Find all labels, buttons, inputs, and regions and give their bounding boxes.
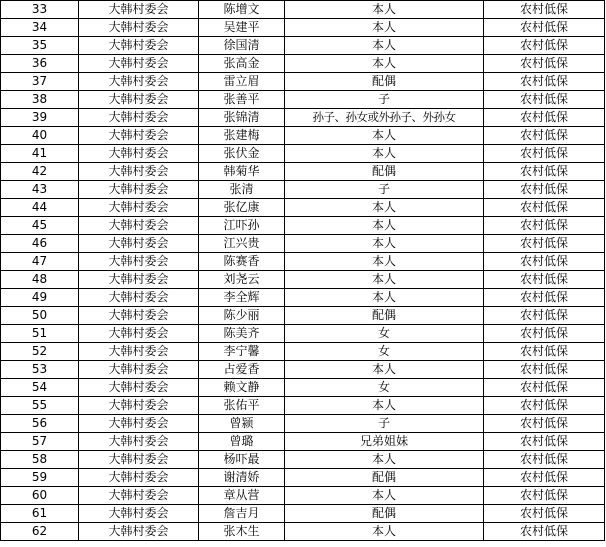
row-number-cell: 39 — [1, 109, 79, 127]
table-row — [1, 469, 605, 487]
name-cell: 张建梅 — [199, 127, 285, 145]
relation-cell: 本人 — [285, 217, 484, 235]
table-row — [1, 523, 605, 541]
relation-cell: 配偶 — [285, 505, 484, 523]
table-row — [1, 361, 605, 379]
relation-cell: 配偶 — [285, 307, 484, 325]
row-number-cell: 42 — [1, 163, 79, 181]
table-row — [1, 163, 605, 181]
relation-cell: 配偶 — [285, 469, 484, 487]
assistance-type-cell: 农村低保 — [484, 397, 605, 415]
table-row — [1, 487, 605, 505]
name-cell: 张佑平 — [199, 397, 285, 415]
table-row — [1, 91, 605, 109]
row-number-cell: 56 — [1, 415, 79, 433]
table-row — [1, 505, 605, 523]
assistance-type-cell: 农村低保 — [484, 73, 605, 91]
village-cell: 大韩村委会 — [79, 397, 199, 415]
row-number-cell: 46 — [1, 235, 79, 253]
assistance-type-cell: 农村低保 — [484, 379, 605, 397]
relation-cell: 本人 — [285, 289, 484, 307]
row-number-cell: 44 — [1, 199, 79, 217]
assistance-type-cell: 农村低保 — [484, 523, 605, 541]
assistance-type-cell: 农村低保 — [484, 163, 605, 181]
assistance-type-cell: 农村低保 — [484, 469, 605, 487]
roster-table-body — [1, 1, 605, 541]
name-cell: 张锦清 — [199, 109, 285, 127]
assistance-type-cell: 农村低保 — [484, 271, 605, 289]
row-number-cell: 50 — [1, 307, 79, 325]
village-cell: 大韩村委会 — [79, 451, 199, 469]
name-cell: 章从营 — [199, 487, 285, 505]
row-number-cell: 62 — [1, 523, 79, 541]
assistance-type-cell: 农村低保 — [484, 487, 605, 505]
table-row — [1, 127, 605, 145]
row-number-cell: 37 — [1, 73, 79, 91]
assistance-type-cell: 农村低保 — [484, 19, 605, 37]
relation-cell: 女 — [285, 379, 484, 397]
village-cell: 大韩村委会 — [79, 55, 199, 73]
assistance-type-cell: 农村低保 — [484, 1, 605, 19]
relation-cell: 本人 — [285, 145, 484, 163]
name-cell: 徐国清 — [199, 37, 285, 55]
table-row — [1, 145, 605, 163]
row-number-cell: 43 — [1, 181, 79, 199]
village-cell: 大韩村委会 — [79, 487, 199, 505]
relation-cell: 本人 — [285, 253, 484, 271]
relation-cell: 兄弟姐妹 — [285, 433, 484, 451]
name-cell: 陈赛香 — [199, 253, 285, 271]
assistance-type-cell: 农村低保 — [484, 181, 605, 199]
village-cell: 大韩村委会 — [79, 181, 199, 199]
village-cell: 大韩村委会 — [79, 361, 199, 379]
row-number-cell: 60 — [1, 487, 79, 505]
relation-cell: 子 — [285, 91, 484, 109]
relation-cell: 本人 — [285, 1, 484, 19]
row-number-cell: 34 — [1, 19, 79, 37]
name-cell: 雷立眉 — [199, 73, 285, 91]
assistance-type-cell: 农村低保 — [484, 235, 605, 253]
village-cell: 大韩村委会 — [79, 415, 199, 433]
table-row — [1, 1, 605, 19]
name-cell: 占爱香 — [199, 361, 285, 379]
assistance-type-cell: 农村低保 — [484, 433, 605, 451]
assistance-type-cell: 农村低保 — [484, 361, 605, 379]
village-cell: 大韩村委会 — [79, 199, 199, 217]
village-cell: 大韩村委会 — [79, 505, 199, 523]
village-cell: 大韩村委会 — [79, 343, 199, 361]
assistance-type-cell: 农村低保 — [484, 253, 605, 271]
assistance-type-cell: 农村低保 — [484, 145, 605, 163]
row-number-cell: 61 — [1, 505, 79, 523]
table-row — [1, 271, 605, 289]
table-row — [1, 181, 605, 199]
village-cell: 大韩村委会 — [79, 379, 199, 397]
village-cell: 大韩村委会 — [79, 253, 199, 271]
relation-cell: 本人 — [285, 361, 484, 379]
relation-cell: 本人 — [285, 523, 484, 541]
village-cell: 大韩村委会 — [79, 235, 199, 253]
table-row — [1, 397, 605, 415]
assistance-type-cell: 农村低保 — [484, 451, 605, 469]
village-cell: 大韩村委会 — [79, 469, 199, 487]
relation-cell: 女 — [285, 343, 484, 361]
name-cell: 谢清娇 — [199, 469, 285, 487]
village-cell: 大韩村委会 — [79, 37, 199, 55]
row-number-cell: 35 — [1, 37, 79, 55]
row-number-cell: 52 — [1, 343, 79, 361]
assistance-type-cell: 农村低保 — [484, 307, 605, 325]
row-number-cell: 54 — [1, 379, 79, 397]
relation-cell: 本人 — [285, 199, 484, 217]
name-cell: 赖文静 — [199, 379, 285, 397]
row-number-cell: 45 — [1, 217, 79, 235]
table-row — [1, 379, 605, 397]
village-cell: 大韩村委会 — [79, 1, 199, 19]
assistance-type-cell: 农村低保 — [484, 55, 605, 73]
name-cell: 韩菊华 — [199, 163, 285, 181]
table-row — [1, 451, 605, 469]
assistance-type-cell: 农村低保 — [484, 199, 605, 217]
relation-cell: 本人 — [285, 55, 484, 73]
name-cell: 吴建平 — [199, 19, 285, 37]
table-row — [1, 73, 605, 91]
table-row — [1, 109, 605, 127]
assistance-type-cell: 农村低保 — [484, 289, 605, 307]
table-row — [1, 199, 605, 217]
village-cell: 大韩村委会 — [79, 163, 199, 181]
name-cell: 张木生 — [199, 523, 285, 541]
table-row — [1, 343, 605, 361]
name-cell: 杨吓最 — [199, 451, 285, 469]
village-cell: 大韩村委会 — [79, 217, 199, 235]
name-cell: 陈美齐 — [199, 325, 285, 343]
row-number-cell: 38 — [1, 91, 79, 109]
name-cell: 李宁馨 — [199, 343, 285, 361]
assistance-type-cell: 农村低保 — [484, 343, 605, 361]
table-row — [1, 289, 605, 307]
table-row — [1, 55, 605, 73]
name-cell: 江吓孙 — [199, 217, 285, 235]
row-number-cell: 51 — [1, 325, 79, 343]
row-number-cell: 58 — [1, 451, 79, 469]
relation-cell: 本人 — [285, 19, 484, 37]
name-cell: 曾颍 — [199, 415, 285, 433]
row-number-cell: 48 — [1, 271, 79, 289]
table-row — [1, 37, 605, 55]
table-row — [1, 235, 605, 253]
assistance-type-cell: 农村低保 — [484, 325, 605, 343]
name-cell: 张善平 — [199, 91, 285, 109]
relation-cell: 女 — [285, 325, 484, 343]
table-row — [1, 19, 605, 37]
relation-cell: 配偶 — [285, 163, 484, 181]
relation-cell: 本人 — [285, 271, 484, 289]
assistance-type-cell: 农村低保 — [484, 37, 605, 55]
village-cell: 大韩村委会 — [79, 73, 199, 91]
table-row — [1, 307, 605, 325]
village-cell: 大韩村委会 — [79, 109, 199, 127]
row-number-cell: 41 — [1, 145, 79, 163]
name-cell: 曾璐 — [199, 433, 285, 451]
table-row — [1, 325, 605, 343]
village-cell: 大韩村委会 — [79, 433, 199, 451]
row-number-cell: 33 — [1, 1, 79, 19]
assistance-type-cell: 农村低保 — [484, 217, 605, 235]
village-cell: 大韩村委会 — [79, 289, 199, 307]
name-cell: 李全辉 — [199, 289, 285, 307]
assistance-type-cell: 农村低保 — [484, 109, 605, 127]
row-number-cell: 55 — [1, 397, 79, 415]
assistance-type-cell: 农村低保 — [484, 505, 605, 523]
assistance-type-cell: 农村低保 — [484, 91, 605, 109]
row-number-cell: 53 — [1, 361, 79, 379]
relation-cell: 配偶 — [285, 73, 484, 91]
name-cell: 刘尧云 — [199, 271, 285, 289]
relation-cell: 孙子、孙女或外孙子、外孙女 — [285, 109, 484, 127]
relation-cell: 子 — [285, 181, 484, 199]
row-number-cell: 36 — [1, 55, 79, 73]
village-cell: 大韩村委会 — [79, 325, 199, 343]
assistance-type-cell: 农村低保 — [484, 415, 605, 433]
name-cell: 江兴贵 — [199, 235, 285, 253]
name-cell: 陈增文 — [199, 1, 285, 19]
relation-cell: 本人 — [285, 127, 484, 145]
assistance-type-cell: 农村低保 — [484, 127, 605, 145]
name-cell: 张清 — [199, 181, 285, 199]
name-cell: 陈少丽 — [199, 307, 285, 325]
relation-cell: 本人 — [285, 37, 484, 55]
row-number-cell: 57 — [1, 433, 79, 451]
row-number-cell: 49 — [1, 289, 79, 307]
row-number-cell: 47 — [1, 253, 79, 271]
village-cell: 大韩村委会 — [79, 19, 199, 37]
row-number-cell: 40 — [1, 127, 79, 145]
name-cell: 张伏金 — [199, 145, 285, 163]
row-number-cell: 59 — [1, 469, 79, 487]
table-row — [1, 415, 605, 433]
name-cell: 张高金 — [199, 55, 285, 73]
relation-cell: 本人 — [285, 235, 484, 253]
relation-cell: 本人 — [285, 487, 484, 505]
village-cell: 大韩村委会 — [79, 91, 199, 109]
relation-cell: 本人 — [285, 397, 484, 415]
village-cell: 大韩村委会 — [79, 145, 199, 163]
table-row — [1, 217, 605, 235]
table-row — [1, 433, 605, 451]
table-row — [1, 253, 605, 271]
name-cell: 詹吉月 — [199, 505, 285, 523]
relation-cell: 本人 — [285, 451, 484, 469]
relation-cell: 子 — [285, 415, 484, 433]
village-cell: 大韩村委会 — [79, 271, 199, 289]
village-cell: 大韩村委会 — [79, 127, 199, 145]
village-cell: 大韩村委会 — [79, 523, 199, 541]
name-cell: 张亿康 — [199, 199, 285, 217]
village-cell: 大韩村委会 — [79, 307, 199, 325]
